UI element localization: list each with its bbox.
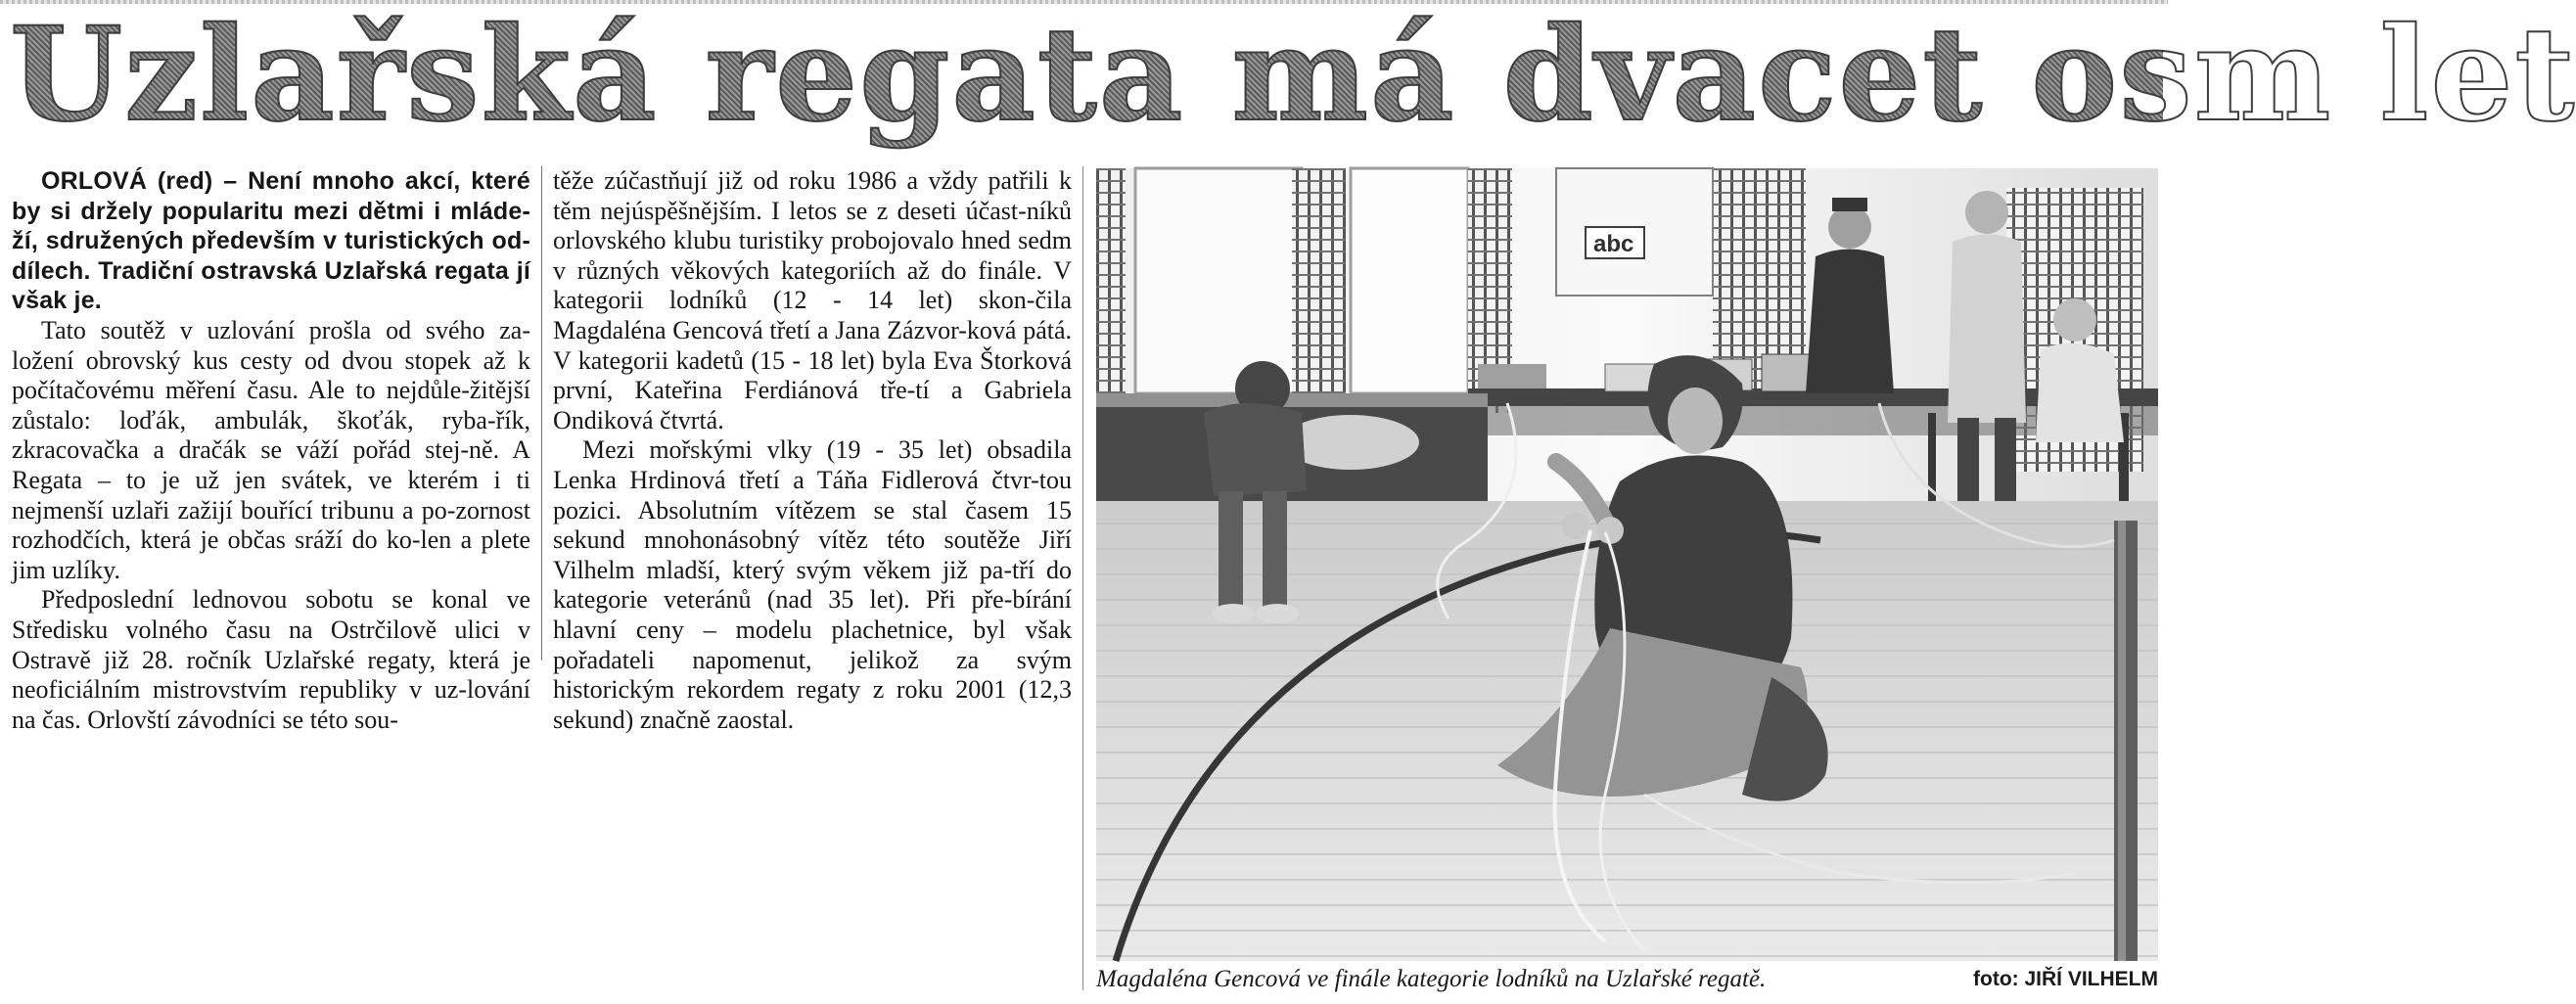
article-paragraph: těže zúčastňují již od roku 1986 a vždy patřili k těm nejúspěšnějším. I letos se z deseti účast-níků orlovského klubu turistiky probojovalo hned sedm v různých věkových kategoriích až do finále. V kategorii lodníků (12 - 14 let) skon-čila Magdaléna Gencová třetí a Jana Zázvor-ková pátá. V kategorii kadetů (15 - 18 let) byla Eva Štorková první, Kateřina Ferdiánová tře-tí a Gabriela Ondiková čtvrtá.: [553, 166, 1072, 434]
photo-divider: [1082, 166, 1083, 990]
article-lead: ORLOVÁ (red) – Není mnoho akcí, které by si držely popularitu mezi dětmi i mláde-ží, sdružených především v turistických od-dílech. Tradiční ostravská Uzlařská regata jí však je.: [12, 167, 530, 315]
photo-credit: foto: JIŘÍ VILHELM: [1973, 968, 2158, 990]
article-column-2: [553, 166, 1072, 735]
photo-caption-bar: [1096, 962, 2158, 997]
article-paragraph: Mezi mořskými vlky (19 - 35 let) obsadila Lenka Hrdinová třetí a Táňa Fidlerová čtvr-tou pozici. Absolutním vítězem se stal časem 15 sekund mnohonásobný vítěz této soutěže Jiří Vilhelm mladší, který svým věkem již pa-tří do kategorie veteránů (nad 35 let). Při pře-bírání hlavní ceny – modelu plachetnice, byl však pořadateli napomenut, jelikož za svým historickým rekordem regaty z roku 2001 (12,3 sekund) značně zaostal.: [553, 435, 1072, 734]
column-divider: [541, 166, 542, 661]
article-headline: Uzlařská regata má dvacet osm let: [10, 0, 2576, 151]
poster-text: abc: [1593, 231, 1634, 257]
article-column-1: [12, 166, 530, 735]
photo-illustration: [1096, 168, 2158, 961]
article-paragraph: Tato soutěž v uzlování prošla od svého za-ložení obrovský kus cesty od dvou stopek až k počítačovému měření času. Ale to nejdůle-žitější zůstalo: loďák, ambulák, škoťák, ryba-řík, zkracovačka a dračák se váží pořád stej-ně. A Regata – to je už jen svátek, ve kterém i ti nejmenší uzlaři zažijí bouřící tribunu a po-zornost rozhodčích, která je občas sráží do ko-len a plete jim uzlíky.: [12, 315, 530, 584]
photo-caption: Magdaléna Gencová ve finále kategorie lodníků na Uzlařské regatě.: [1096, 966, 1767, 992]
article-photo: [1096, 168, 2158, 961]
article-paragraph: Předposlední lednovou sobotu se konal ve Středisku volného času na Ostrčilově ulici v Ostravě již 28. ročník Uzlařské regaty, která je neoficiálním mistrovstvím republiky v uz-lování na čas. Orlovští závodníci se této sou-: [12, 585, 530, 734]
